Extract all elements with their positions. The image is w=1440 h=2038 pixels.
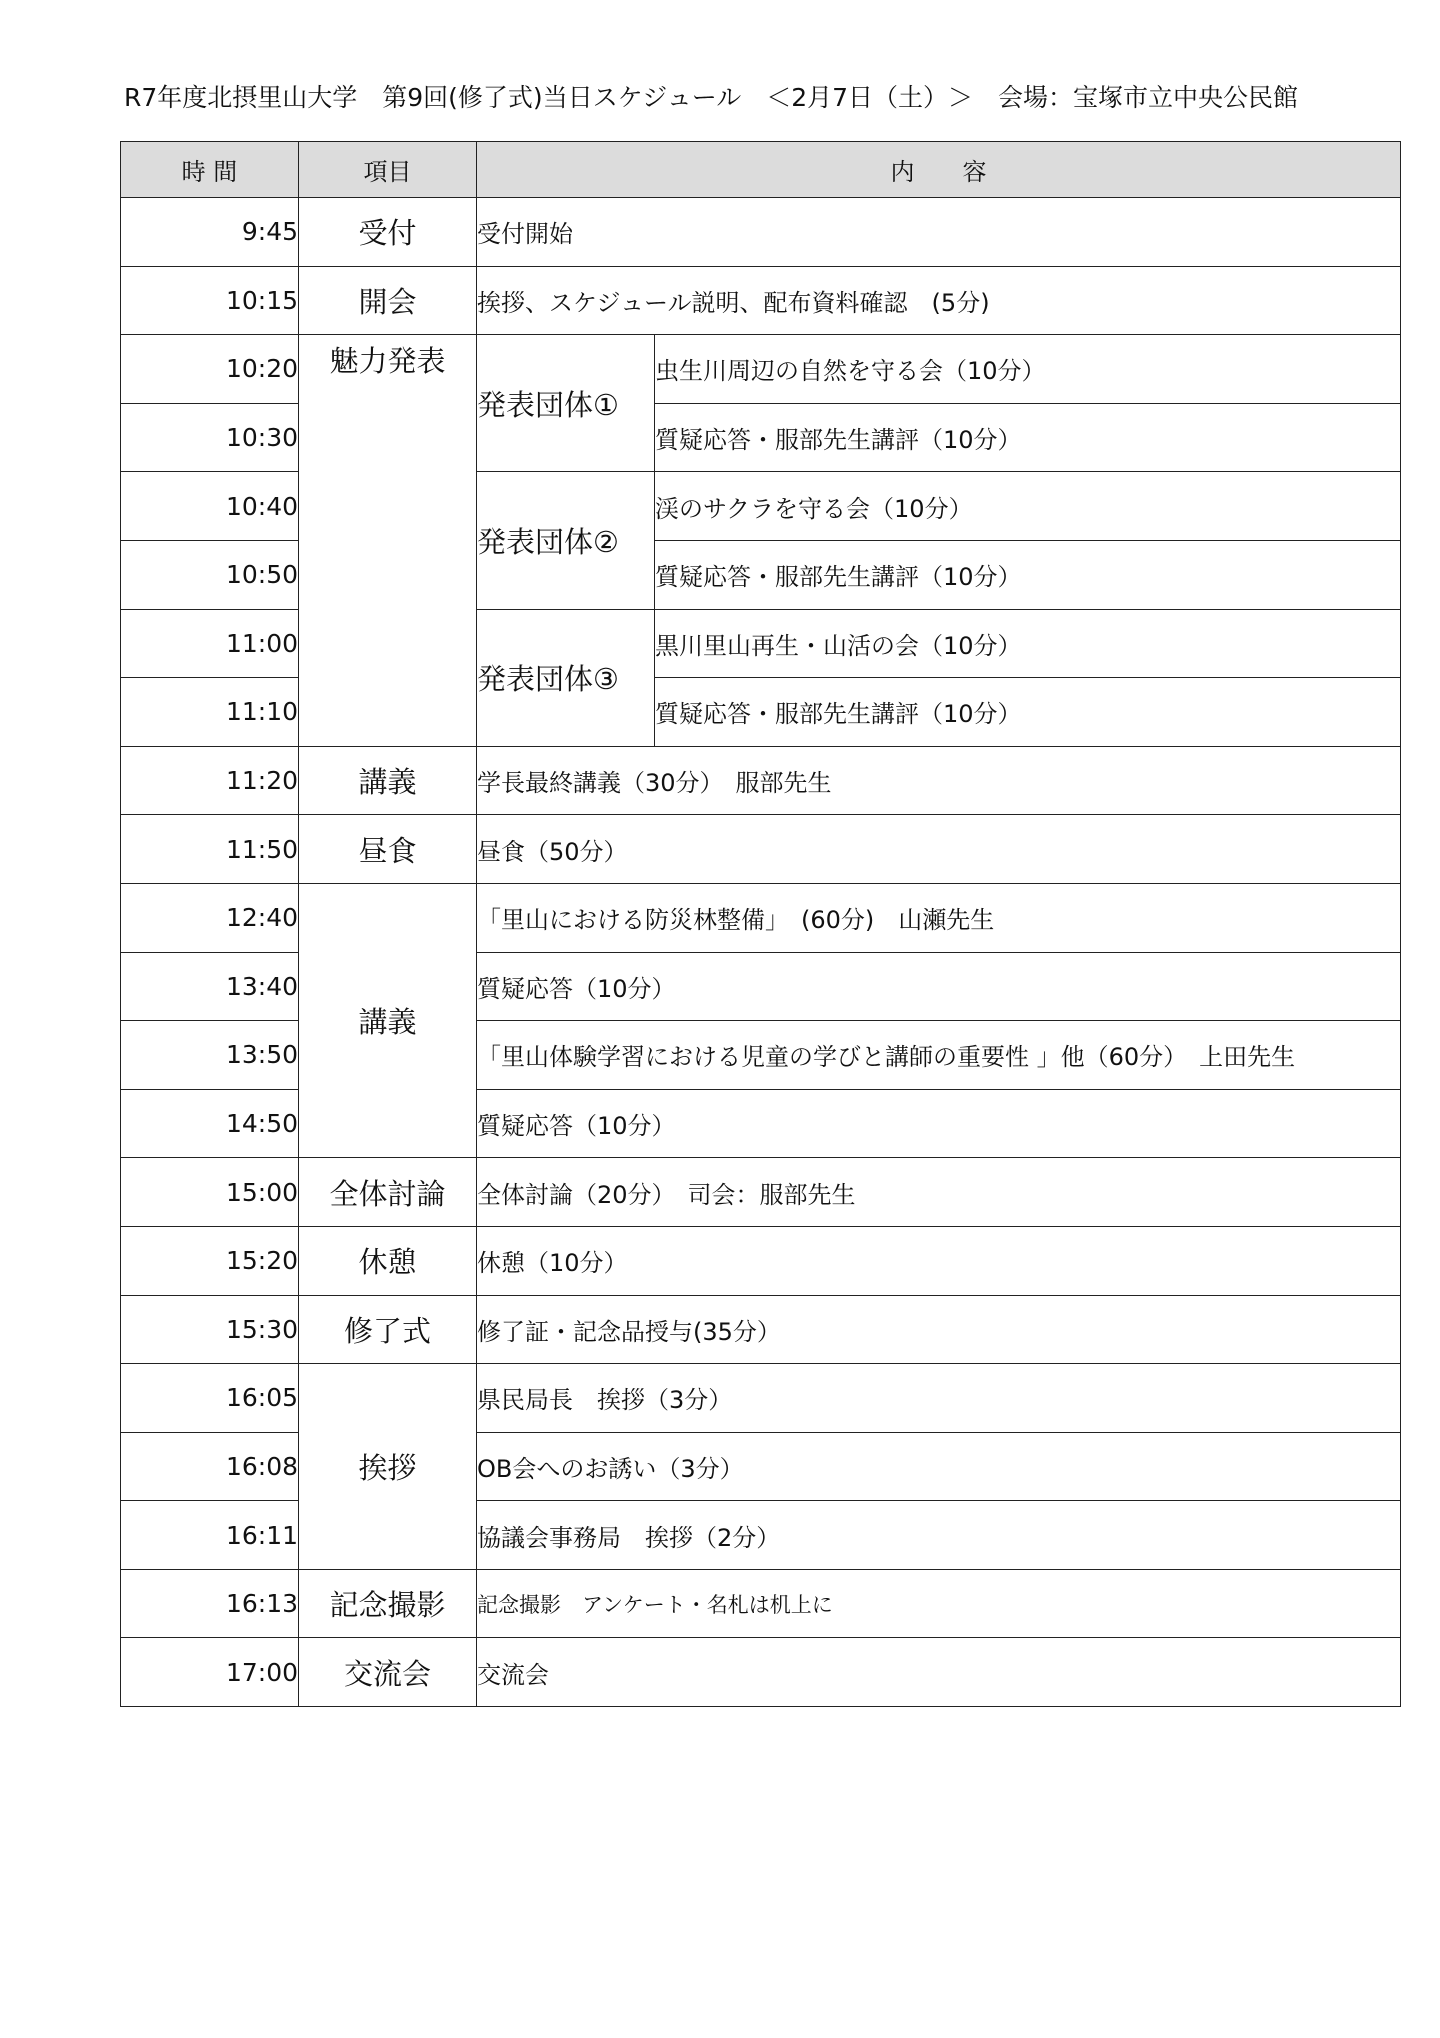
time-cell: 9:45 xyxy=(121,198,299,267)
header-item: 項目 xyxy=(299,142,477,198)
time-cell: 10:50 xyxy=(121,540,299,609)
time-cell: 15:20 xyxy=(121,1226,299,1295)
item-cell: 昼食 xyxy=(299,815,477,884)
header-time: 時 間 xyxy=(121,142,299,198)
table-row xyxy=(121,746,1401,815)
time-cell: 16:05 xyxy=(121,1364,299,1433)
time-cell: 11:20 xyxy=(121,746,299,815)
time-cell: 12:40 xyxy=(121,883,299,952)
time-cell: 10:30 xyxy=(121,403,299,472)
content-cell: 質疑応答・服部先生講評（10分） xyxy=(655,540,1401,609)
content-cell: 質疑応答（10分） xyxy=(477,952,1401,1021)
time-cell: 10:15 xyxy=(121,266,299,335)
content-cell: 協議会事務局 挨拶（2分） xyxy=(477,1501,1401,1570)
item-cell: 受付 xyxy=(299,198,477,267)
content-cell: 質疑応答・服部先生講評（10分） xyxy=(655,403,1401,472)
content-cell: 昼食（50分） xyxy=(477,815,1401,884)
table-row xyxy=(121,883,1401,952)
content-cell: 交流会 xyxy=(477,1638,1401,1707)
time-cell: 16:08 xyxy=(121,1432,299,1501)
item-cell: 交流会 xyxy=(299,1638,477,1707)
table-row xyxy=(121,335,1401,404)
table-row xyxy=(121,1226,1401,1295)
time-cell: 11:00 xyxy=(121,609,299,678)
table-row xyxy=(121,1569,1401,1638)
time-cell: 10:20 xyxy=(121,335,299,404)
content-cell: 質疑応答（10分） xyxy=(477,1089,1401,1158)
time-cell: 13:40 xyxy=(121,952,299,1021)
item-cell: 全体討論 xyxy=(299,1158,477,1227)
item-cell: 講義 xyxy=(299,746,477,815)
time-cell: 13:50 xyxy=(121,1021,299,1090)
table-row xyxy=(121,1295,1401,1364)
time-cell: 11:10 xyxy=(121,678,299,747)
content-cell: 質疑応答・服部先生講評（10分） xyxy=(655,678,1401,747)
item-cell: 休憩 xyxy=(299,1226,477,1295)
content-cell: 全体討論（20分） 司会：服部先生 xyxy=(477,1158,1401,1227)
time-cell: 11:50 xyxy=(121,815,299,884)
table-row xyxy=(121,815,1401,884)
item-cell: 開会 xyxy=(299,266,477,335)
table-row xyxy=(121,1364,1401,1433)
item-cell: 挨拶 xyxy=(299,1364,477,1570)
schedule-table xyxy=(120,141,1401,1707)
content-cell: 記念撮影 アンケート・名札は机上に xyxy=(477,1569,1401,1638)
content-cell: 休憩（10分） xyxy=(477,1226,1401,1295)
item-cell: 講義 xyxy=(299,883,477,1157)
time-cell: 15:30 xyxy=(121,1295,299,1364)
content-cell: OB会へのお誘い（3分） xyxy=(477,1432,1401,1501)
time-cell: 15:00 xyxy=(121,1158,299,1227)
content-cell: 受付開始 xyxy=(477,198,1401,267)
time-cell: 16:11 xyxy=(121,1501,299,1570)
time-cell: 17:00 xyxy=(121,1638,299,1707)
content-cell: 修了証・記念品授与(35分） xyxy=(477,1295,1401,1364)
document-title: R7年度北摂里山大学 第9回(修了式)当日スケジュール ＜2月7日（土）＞ 会場：宝塚市立中央公民館 xyxy=(124,83,1299,112)
table-row xyxy=(121,1638,1401,1707)
group-cell: 発表団体① xyxy=(477,335,655,472)
header-row xyxy=(121,142,1401,198)
item-cell: 修了式 xyxy=(299,1295,477,1364)
header-content: 内 容 xyxy=(477,142,1401,198)
item-cell: 魅力発表 xyxy=(299,335,477,747)
content-cell: 挨拶、スケジュール説明、配布資料確認 (5分) xyxy=(477,266,1401,335)
table-row xyxy=(121,266,1401,335)
group-cell: 発表団体② xyxy=(477,472,655,609)
content-cell: 「里山における防災林整備」 (60分) 山瀬先生 xyxy=(477,883,1401,952)
time-cell: 14:50 xyxy=(121,1089,299,1158)
table-row xyxy=(121,1158,1401,1227)
content-cell: 学長最終講義（30分） 服部先生 xyxy=(477,746,1401,815)
content-cell: 渓のサクラを守る会（10分） xyxy=(655,472,1401,541)
time-cell: 10:40 xyxy=(121,472,299,541)
item-cell: 記念撮影 xyxy=(299,1569,477,1638)
table-row xyxy=(121,198,1401,267)
content-cell: 虫生川周辺の自然を守る会（10分） xyxy=(655,335,1401,404)
time-cell: 16:13 xyxy=(121,1569,299,1638)
content-cell: 「里山体験学習における児童の学びと講師の重要性 」他（60分） 上田先生 xyxy=(477,1021,1401,1090)
group-cell: 発表団体③ xyxy=(477,609,655,746)
content-cell: 県民局長 挨拶（3分） xyxy=(477,1364,1401,1433)
content-cell: 黒川里山再生・山活の会（10分） xyxy=(655,609,1401,678)
